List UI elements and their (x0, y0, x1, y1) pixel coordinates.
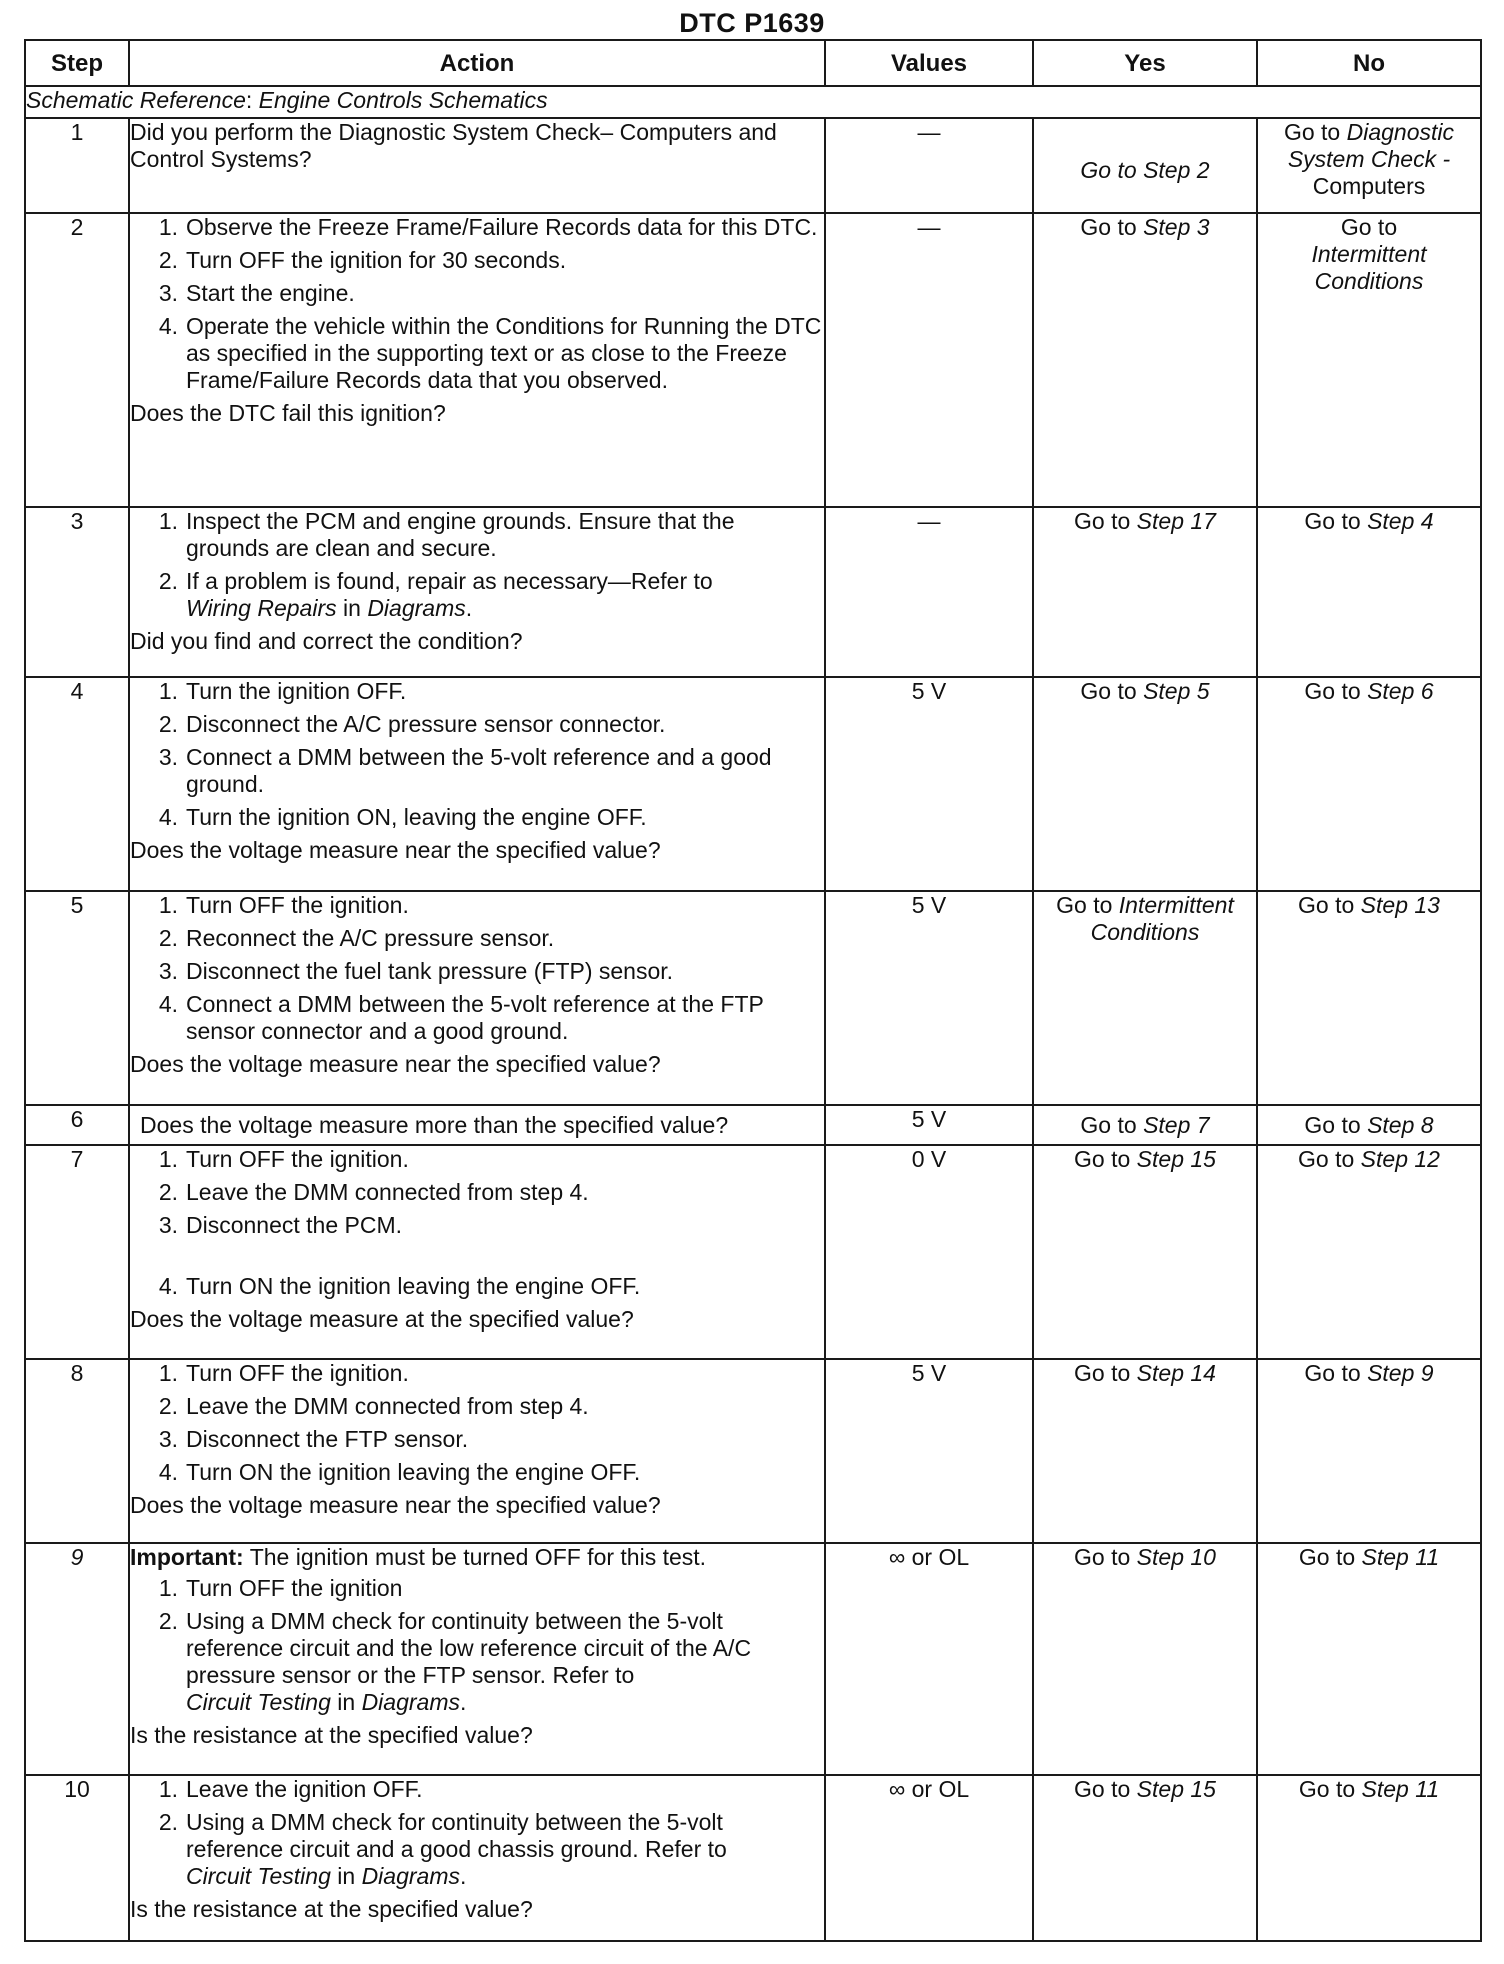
yes-link[interactable]: Step 7 (1143, 1111, 1210, 1138)
step-number: 4 (25, 677, 129, 891)
step-number: 6 (25, 1105, 129, 1145)
table-row (25, 1145, 1481, 1359)
yes-link[interactable]: Step 15 (1136, 1776, 1216, 1802)
reference-link[interactable]: Diagrams (367, 595, 466, 621)
action-cell (129, 891, 825, 1105)
action-cell (129, 677, 825, 891)
page-title: DTC P1639 (679, 8, 825, 38)
list-item: 2. Reconnect the A/C pressure sensor. (158, 925, 555, 951)
question: Does the voltage measure more than the specified value? (140, 1111, 729, 1138)
no-cell: Go to Step 13 (1257, 891, 1481, 1105)
list-item: 2. Turn OFF the ignition for 30 seconds. (158, 247, 567, 273)
value-cell: — (825, 507, 1033, 677)
list-item: 3. Disconnect the FTP sensor. (158, 1426, 469, 1452)
action-list (130, 678, 824, 831)
header-values: Values (825, 40, 1033, 86)
value-cell: — (825, 118, 1033, 213)
no-cell: Go to Step 9 (1257, 1359, 1481, 1543)
list-item: 2. If a problem is found, repair as necessary—Refer to Wiring Repairs in Diagrams. (158, 568, 713, 621)
table-row (25, 1775, 1481, 1941)
list-item: 2. Leave the DMM connected from step 4. (158, 1179, 589, 1205)
no-link[interactable]: Step 12 (1360, 1146, 1440, 1172)
yes-link[interactable]: Step 14 (1136, 1360, 1216, 1386)
no-after: Computers (1312, 173, 1426, 199)
table-row (25, 891, 1481, 1105)
table-row (25, 1543, 1481, 1775)
step-number: 5 (25, 891, 129, 1105)
list-item: 3. Disconnect the fuel tank pressure (FTP) sensor. (158, 958, 674, 984)
no-cell: Go to Step 12 (1257, 1145, 1481, 1359)
no-cell (1257, 213, 1481, 507)
list-item: 2. Using a DMM check for continuity between the 5-volt reference circuit and a good chassis ground. Refer to Circuit Testing in Diagrams. (158, 1809, 727, 1889)
action-cell (129, 1105, 825, 1145)
step-number: 1 (25, 118, 129, 213)
reference-link[interactable]: Circuit Testing (186, 1863, 331, 1889)
schematic-sep: : (245, 87, 259, 113)
step-number: 2 (25, 213, 129, 507)
action-cell (129, 1543, 825, 1775)
action-list (130, 508, 824, 622)
go-to-text: Go to (1340, 214, 1398, 240)
action-cell (129, 507, 825, 677)
no-cell: Go to Step 11 (1257, 1775, 1481, 1941)
list-item: 4. Connect a DMM between the 5-volt reference at the FTP sensor connector and a good ground. (158, 991, 764, 1044)
question: Is the resistance at the specified value? (130, 1896, 533, 1922)
value-cell: 5 V (825, 1105, 1033, 1145)
no-link[interactable]: Step 4 (1367, 508, 1434, 534)
no-cell: Go to Step 6 (1257, 677, 1481, 891)
step-number: 10 (25, 1775, 129, 1941)
list-item: 1. Leave the ignition OFF. (158, 1776, 423, 1802)
action-cell (129, 1775, 825, 1941)
yes-link-cont[interactable]: Conditions (1090, 919, 1200, 945)
header-row (25, 40, 1481, 86)
no-cell: Go to Step 11 (1257, 1543, 1481, 1775)
step-number: 7 (25, 1145, 129, 1359)
yes-cell: Go to Intermittent Conditions (1033, 891, 1257, 1105)
yes-cell (1033, 118, 1257, 213)
reference-link[interactable]: Circuit Testing (186, 1689, 331, 1715)
yes-cell: Go to Step 15 (1033, 1775, 1257, 1941)
value-cell: 5 V (825, 677, 1033, 891)
action-cell (129, 1359, 825, 1543)
schematic-label: Schematic Reference (26, 87, 246, 113)
list-item: 2. Using a DMM check for continuity between the 5-volt reference circuit and the low reference circuit of the A/C pressure sensor or the FTP sensor. Refer to Circuit Testing in Diagrams. (158, 1608, 752, 1715)
table-row (25, 1105, 1481, 1145)
list-item: 1. Observe the Freeze Frame/Failure Records data for this DTC. (158, 214, 818, 240)
diagnostic-table (24, 39, 1482, 1942)
action-cell (129, 1145, 825, 1359)
question: Does the DTC fail this ignition? (130, 400, 446, 426)
yes-link[interactable]: Go to Step 2 (1080, 157, 1210, 183)
yes-link[interactable]: Intermittent (1118, 892, 1234, 918)
yes-cell: Go to Step 17 (1033, 507, 1257, 677)
yes-link[interactable]: Step 10 (1136, 1544, 1216, 1570)
question: Does the voltage measure near the specified value? (130, 1051, 661, 1077)
list-item: 4. Turn the ignition ON, leaving the engine OFF. (158, 804, 647, 830)
value-cell: 5 V (825, 1359, 1033, 1543)
list-item: 1. Turn OFF the ignition (158, 1575, 403, 1601)
list-item: 1. Turn the ignition OFF. (158, 678, 407, 704)
header-no: No (1257, 40, 1481, 86)
question: Does the voltage measure at the specified value? (130, 1306, 634, 1332)
table-row (25, 1359, 1481, 1543)
yes-link[interactable]: Step 17 (1136, 508, 1216, 534)
go-to-text: Go to (1283, 119, 1347, 145)
value-cell: — (825, 213, 1033, 507)
list-item: 1. Inspect the PCM and engine grounds. Ensure that the grounds are clean and secure. (158, 508, 735, 561)
list-item: 2. Disconnect the A/C pressure sensor connector. (158, 711, 666, 737)
reference-link[interactable]: Diagrams (361, 1863, 460, 1889)
step-number: 8 (25, 1359, 129, 1543)
no-link[interactable]: Step 13 (1360, 892, 1440, 918)
yes-cell: Go to Step 7 (1033, 1105, 1257, 1145)
question: Did you find and correct the condition? (130, 628, 523, 654)
value-cell: 0 V (825, 1145, 1033, 1359)
list-item: 4. Turn ON the ignition leaving the engine OFF. (158, 1273, 641, 1299)
question: Did you perform the Diagnostic System Check– Computers and Control Systems? (130, 119, 777, 172)
question: Is the resistance at the specified value? (130, 1722, 533, 1748)
yes-link[interactable]: Step 5 (1143, 678, 1210, 704)
table-row (25, 213, 1481, 507)
reference-link[interactable]: Wiring Repairs (186, 595, 337, 621)
value-cell: 5 V (825, 891, 1033, 1105)
yes-cell: Go to Step 5 (1033, 677, 1257, 891)
action-list (130, 892, 824, 1045)
list-item: 1. Turn OFF the ignition. (158, 892, 409, 918)
header-action: Action (129, 40, 825, 86)
list-item: 3. Start the engine. (158, 280, 355, 306)
no-cell (1257, 118, 1481, 213)
value-cell: ∞ or OL (825, 1543, 1033, 1775)
important-note: Important: The ignition must be turned OFF for this test. (130, 1544, 707, 1570)
table-row (25, 677, 1481, 891)
list-item: 1. Turn OFF the ignition. (158, 1360, 409, 1386)
step-number: 3 (25, 507, 129, 677)
no-link[interactable]: Step 11 (1361, 1544, 1440, 1570)
header-step: Step (25, 40, 129, 86)
no-link[interactable]: Step 11 (1361, 1776, 1440, 1802)
yes-cell: Go to Step 14 (1033, 1359, 1257, 1543)
action-list (130, 214, 824, 394)
question: Does the voltage measure near the specified value? (130, 1492, 661, 1518)
question: Does the voltage measure near the specified value? (130, 837, 661, 863)
action-list (130, 1360, 824, 1486)
schematic-value: Engine Controls Schematics (258, 87, 548, 113)
no-link[interactable]: Diagnostic System Check - (1287, 119, 1455, 172)
no-link[interactable]: Step 8 (1367, 1111, 1434, 1138)
action-cell (129, 118, 825, 213)
list-item: 4. Turn ON the ignition leaving the engine OFF. (158, 1459, 641, 1485)
step-number: 9 (25, 1543, 129, 1775)
table-row (25, 507, 1481, 677)
no-link[interactable]: Step 9 (1367, 1360, 1434, 1386)
no-link[interactable]: Intermittent Conditions (1311, 241, 1427, 294)
yes-cell: Go to Step 15 (1033, 1145, 1257, 1359)
reference-link[interactable]: Diagrams (361, 1689, 460, 1715)
yes-cell: Go to Step 10 (1033, 1543, 1257, 1775)
action-list (130, 1776, 824, 1890)
schematic-reference (25, 86, 1481, 118)
action-list (130, 1146, 824, 1300)
no-cell: Go to Step 8 (1257, 1105, 1481, 1145)
action-cell (129, 213, 825, 507)
yes-cell: Go to Step 3 (1033, 213, 1257, 507)
list-item: 3. Disconnect the PCM. (158, 1212, 403, 1238)
table-row (25, 118, 1481, 213)
action-list (130, 1575, 824, 1716)
list-item: 2. Leave the DMM connected from step 4. (158, 1393, 589, 1419)
important-label: Important: (130, 1544, 244, 1570)
value-cell: ∞ or OL (825, 1775, 1033, 1941)
list-item: 4. Operate the vehicle within the Conditions for Running the DTC as specified in the supporting text or as close to the Freeze Frame/Failure Records data that you observed. (158, 313, 822, 393)
yes-link[interactable]: Step 15 (1136, 1146, 1216, 1172)
header-yes: Yes (1033, 40, 1257, 86)
no-cell: Go to Step 4 (1257, 507, 1481, 677)
no-link[interactable]: Step 6 (1367, 678, 1434, 704)
list-item: 1. Turn OFF the ignition. (158, 1146, 409, 1172)
list-item: 3. Connect a DMM between the 5-volt reference and a good ground. (158, 744, 772, 797)
yes-link[interactable]: Step 3 (1143, 214, 1210, 240)
schematic-row (25, 86, 1481, 118)
